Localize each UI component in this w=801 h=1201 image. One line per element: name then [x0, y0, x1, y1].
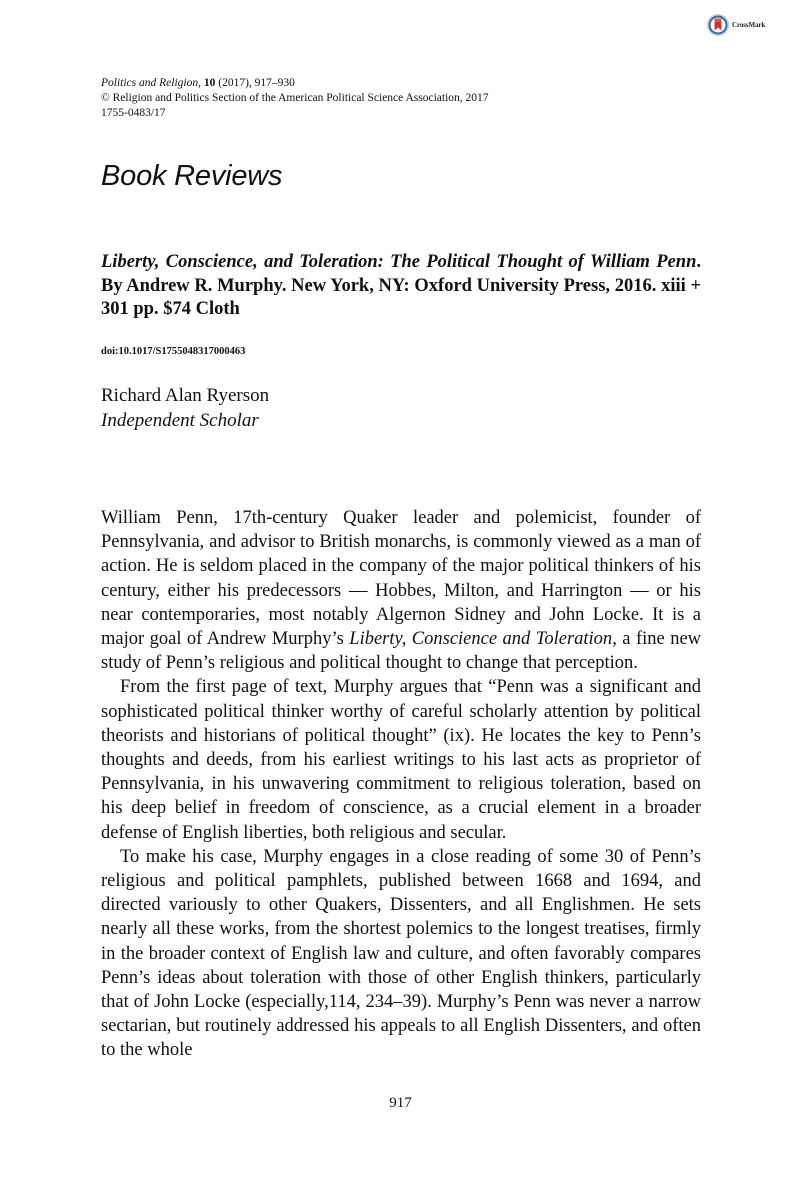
reviewer-name: Richard Alan Ryerson	[101, 385, 270, 406]
paragraph-1-part-a: William Penn, 17th-century Quaker leader and polemicist, founder of Pennsylvania, and advisor to British monarchs, is commonly viewed as a man of action. He is seldom placed in the company of the major political thinkers of his century, either his predecessors — Hobbes, Milton, and Harrington — or his near contemporaries, most notably Algernon Sidney and John Locke. It is a major goal of Andrew Murphy’s	[101, 508, 701, 650]
paragraph-1-book-title: Liberty, Conscience and Toleration	[349, 629, 613, 650]
crossmark-badge[interactable]	[707, 13, 765, 37]
journal-metadata	[101, 76, 489, 121]
journal-volume: 10	[203, 77, 216, 89]
section-title: Book Reviews	[101, 160, 283, 192]
book-title: Liberty, Conscience, and Toleration: The Political Thought of William Penn	[101, 252, 697, 272]
journal-name: Politics and Religion	[101, 77, 199, 89]
page-number: 917	[389, 1095, 412, 1111]
book-details: . By Andrew R. Murphy. New York, NY: Oxford University Press, 2016. xiii + 301 pp. $74 Cloth	[101, 252, 701, 320]
doi-link[interactable]: doi:10.1017/S1755048317000463	[101, 346, 246, 357]
review-body	[101, 506, 701, 1063]
journal-year-pages: (2017), 917–930	[215, 77, 295, 89]
crossmark-icon	[707, 13, 729, 37]
paragraph-1	[101, 506, 701, 675]
book-citation	[101, 251, 701, 322]
journal-citation-line: Politics and Religion, 10 (2017), 917–930	[101, 77, 295, 89]
paragraph-3: To make his case, Murphy engages in a close reading of some 30 of Penn’s religious and political pamphlets, published between 1668 and 1694, and directed variously to other Quakers, Dissenters, and all Englishmen. He sets nearly all these works, from the shortest polemics to the longest treatises, firmly in the broader context of English law and culture, and often favorably compares Penn’s ideas about toleration with those of other English thinkers, particularly that of John Locke (especially,114, 234–39). Murphy’s Penn was never a narrow sectarian, but routinely addressed his appeals to all English Dissenters, and often to the whole	[101, 846, 701, 1061]
reviewer-block	[101, 383, 269, 433]
paragraph-2: From the first page of text, Murphy argues that “Penn was a significant and sophisticated political thinker worthy of careful scholarly attention by political theorists and historians of political thought” (ix). He locates the key to Penn’s thoughts and deeds, from his earliest writings to his last acts as proprietor of Pennsylvania, in his unwavering commitment to religious toleration, based on his deep belief in freedom of conscience, as a crucial element in a broader defense of English liberties, both religious and secular.	[101, 677, 701, 843]
crossmark-label: CrossMark	[732, 21, 766, 29]
paragraph-1-part-b: , a fine new study of Penn’s religious and political thought to change that perception.	[101, 629, 702, 674]
copyright-line: © Religion and Politics Section of the American Political Science Association, 2017	[101, 92, 489, 104]
issn-line: 1755-0483/17	[101, 107, 166, 119]
reviewer-affiliation: Independent Scholar	[101, 410, 259, 431]
